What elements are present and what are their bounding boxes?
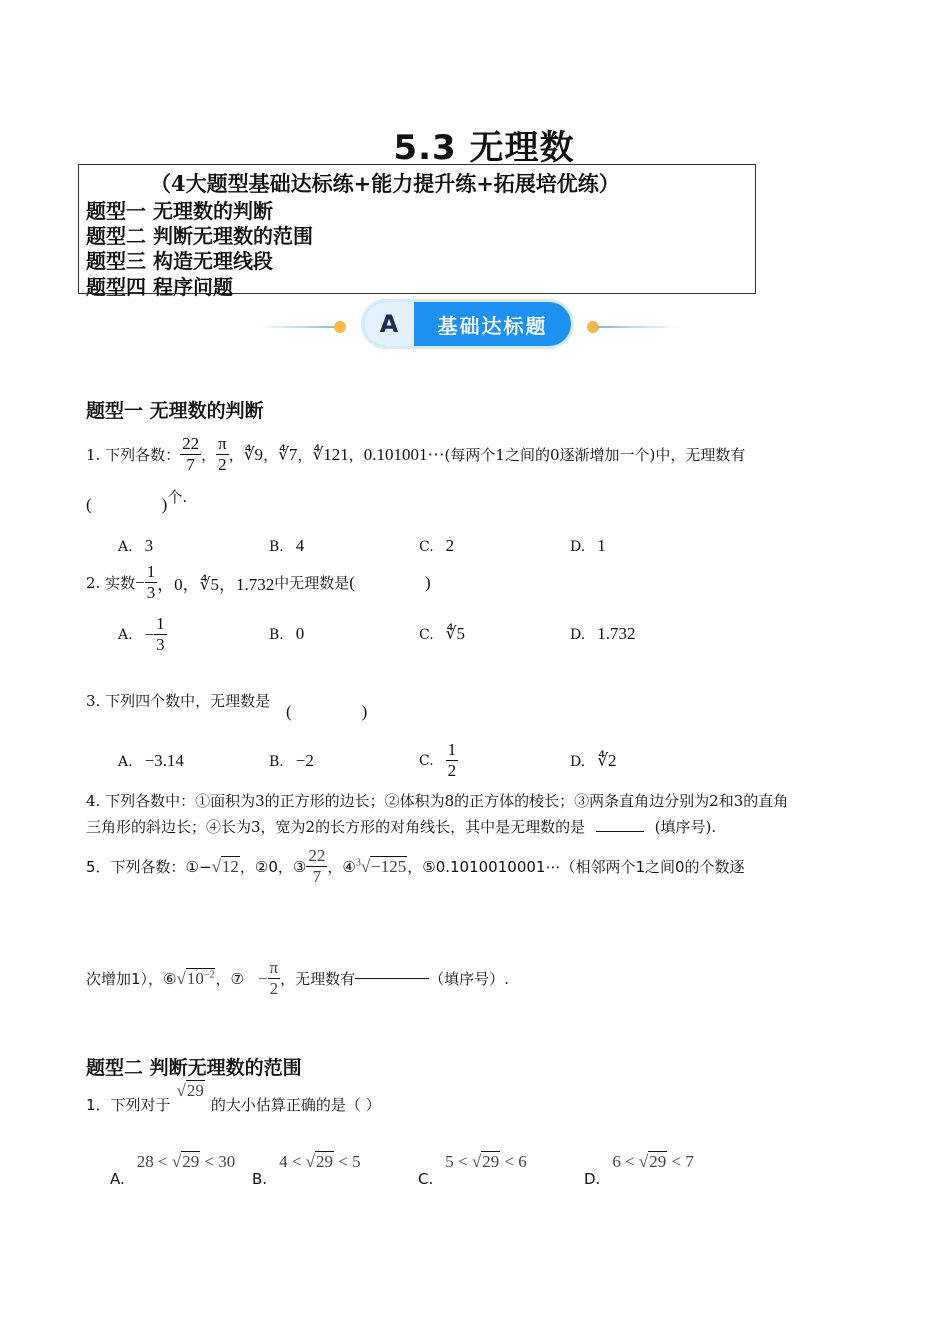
q21-b-hi: 5 <box>352 1152 361 1171</box>
banner-letter: A <box>364 302 414 346</box>
q2-option-b-value: 0 <box>295 624 305 643</box>
q1-answer-suffix: 个. <box>167 488 188 506</box>
q1-root-9: ∜9 <box>243 444 264 464</box>
q5-root-10-exp: −2 <box>203 968 215 980</box>
q21-option-a-expr: 28 < √29 < 30 <box>136 1152 236 1171</box>
q21-option-a-label: A. <box>110 1170 125 1188</box>
q21-option-a[interactable] <box>110 1152 236 1188</box>
banner-left-dot <box>334 321 346 333</box>
q21-option-b-expr: 4 < √29 < 5 <box>279 1152 361 1171</box>
q5-line2-c: ，无理数有 <box>280 970 356 988</box>
q2-f-den: 3 <box>146 583 156 602</box>
q2-option-a-num: 1 <box>156 614 165 633</box>
q1-option-a-value: 3 <box>144 536 154 555</box>
q21-a-hi: 30 <box>218 1152 236 1171</box>
q2-option-b[interactable] <box>269 624 304 644</box>
q21-d-rad: 29 <box>649 1152 667 1171</box>
q1-f1-num: 22 <box>182 434 200 453</box>
q2-prefix: 2. 实数 <box>86 574 136 592</box>
q2-option-d[interactable] <box>570 624 635 644</box>
q2-fraction <box>145 562 158 603</box>
q3-option-c-den: 2 <box>447 761 457 780</box>
q21-option-c-label: C. <box>418 1170 434 1188</box>
q21-root-29: √29 <box>176 1081 204 1100</box>
q4-line2-tail: (填序号). <box>654 818 717 836</box>
q5-f7-neg: − <box>257 968 268 988</box>
q21-option-c-expr: 5 < √29 < 6 <box>445 1152 527 1171</box>
q5-root-10: $√10^{-2}$ <box>176 968 215 988</box>
q1-fraction-22-7 <box>180 434 201 475</box>
q2-middle: ，0，∜5，1.732 <box>157 575 275 594</box>
page-title: 5.3 无理数 <box>393 128 575 168</box>
q3-option-c-fraction <box>446 740 459 781</box>
q4-answer-blank[interactable] <box>596 831 644 832</box>
q5-cuberoot: $^3$√−125 <box>355 856 407 876</box>
q2-option-c-value: ∜5 <box>445 624 466 643</box>
q1-option-b-label: B. <box>269 539 284 555</box>
q3-option-b-value: −2 <box>295 751 314 770</box>
q21-a-lt1: < <box>158 1152 168 1171</box>
q21-c-lt2: < <box>504 1152 515 1171</box>
q1-fraction-pi-2 <box>216 434 229 475</box>
q21-b-lt1: < <box>291 1152 302 1171</box>
question-3 <box>86 690 270 711</box>
question-4-line-2 <box>86 816 716 837</box>
q3-option-d[interactable] <box>570 751 617 771</box>
q21-option-b[interactable] <box>252 1152 361 1188</box>
box-line-1: 题型一 无理数的判断 <box>86 199 273 223</box>
box-line-4: 题型四 程序问题 <box>86 275 233 299</box>
q3-close: ) <box>361 702 368 721</box>
q21-option-c[interactable] <box>418 1152 527 1188</box>
q21-option-d-expr: 6 < √29 < 7 <box>612 1152 694 1171</box>
section2-question-1 <box>86 1081 381 1115</box>
q5-f-num: 22 <box>308 846 326 865</box>
q2-option-d-value: 1.732 <box>597 624 636 643</box>
q21-radicand: 29 <box>186 1081 204 1100</box>
q1-prefix: 1. 下列各数： <box>86 446 181 464</box>
q21-a-rad: 29 <box>182 1152 200 1171</box>
q1-answer-line <box>86 488 188 515</box>
q5-root-10-base: 10 <box>186 968 204 988</box>
q1-root-7: ∜7 <box>278 444 298 464</box>
q2-option-a-fraction <box>154 614 167 655</box>
q21-option-b-label: B. <box>252 1170 268 1188</box>
q1-root-121: ∜121 <box>312 444 349 464</box>
q3-option-b-label: B. <box>269 754 284 770</box>
q21-option-d-label: D. <box>584 1170 601 1188</box>
q1-decimal: 0.101001⋯ <box>363 444 445 464</box>
q5-f7-num: π <box>269 958 279 977</box>
q3-option-a[interactable] <box>118 751 184 771</box>
q2-option-c[interactable] <box>419 624 465 644</box>
q1-option-c-value: 2 <box>445 536 455 555</box>
q21-b-rad: 29 <box>316 1152 333 1171</box>
q21-b-lo: 4 <box>279 1152 288 1171</box>
q21-a-lt2: < <box>204 1152 215 1171</box>
q21-a-lo: 28 <box>136 1152 154 1171</box>
q2-option-b-label: B. <box>269 627 284 643</box>
q5-cuberoot-index: 3 <box>355 856 361 868</box>
q3-paren <box>286 702 367 722</box>
q5-line2-a: 次增加1），⑥ <box>86 970 177 988</box>
q1-option-a[interactable] <box>118 536 153 556</box>
q1-tail-note: (每两个1之间的0逐渐增加一个)中，无理数有 <box>444 446 746 464</box>
q5-part-2: ，②0，③ <box>239 858 307 876</box>
q1-option-b[interactable] <box>269 536 304 556</box>
q3-option-a-value: −3.14 <box>144 751 184 770</box>
q21-c-hi: 6 <box>518 1152 527 1171</box>
q1-option-d-label: D. <box>570 539 586 555</box>
q5-root-12-radicand: 12 <box>221 856 239 876</box>
q2-suffix: 中无理数是 <box>274 574 350 592</box>
q1-answer-open: ( <box>86 495 92 514</box>
q21-prefix: 1．下列对于 <box>86 1096 171 1114</box>
q21-c-rad: 29 <box>482 1152 500 1171</box>
q3-option-c-num: 1 <box>447 740 457 759</box>
box-line-2: 题型二 判断无理数的范围 <box>86 224 313 248</box>
q5-root-12: √12 <box>211 856 239 876</box>
q3-prefix: 3. 下列四个数中，无理数是 <box>86 692 271 710</box>
banner-left-line <box>256 326 340 328</box>
q1-option-d[interactable] <box>570 536 606 556</box>
question-4-line-1: 4. 下列各数中：①面积为3的正方形的边长；②体积为8的正方体的棱长；③两条直角边分别为2和3的直角 <box>86 792 789 810</box>
question-2 <box>86 562 431 603</box>
q21-suffix: 的大小估算正确的是（ ） <box>210 1096 381 1114</box>
q1-answer-close: ) <box>161 495 168 514</box>
q1-option-d-value: 1 <box>597 536 606 555</box>
q5-f7-den: 2 <box>269 979 279 998</box>
q21-d-lt1: < <box>625 1152 635 1171</box>
section-banner <box>364 302 571 346</box>
banner-label: 基础达标题 <box>437 313 548 338</box>
q5-answer-blank[interactable] <box>355 978 429 979</box>
section-heading-2: 题型二 判断无理数的范围 <box>86 1057 302 1079</box>
q5-fraction-pi-2 <box>268 958 281 999</box>
section-heading-1: 题型一 无理数的判断 <box>86 400 264 422</box>
box-line-3: 题型三 构造无理线段 <box>86 249 273 273</box>
question-5-line-2 <box>86 958 509 999</box>
q21-d-lo: 6 <box>612 1152 621 1171</box>
q1-option-c-label: C. <box>419 539 434 555</box>
q21-c-lt1: < <box>458 1152 468 1171</box>
q2-option-d-label: D. <box>570 627 586 643</box>
box-subtitle: （4大题型基础达标练+能力提升练+拓展培优练） <box>150 171 620 196</box>
q3-option-d-label: D. <box>570 754 586 770</box>
q1-f2-num: π <box>218 434 227 453</box>
q1-f1-den: 7 <box>186 455 195 474</box>
q5-fraction-22-7 <box>306 846 327 887</box>
q3-option-b[interactable] <box>269 751 314 771</box>
q2-neg: − <box>135 572 145 592</box>
q1-f2-den: 2 <box>218 455 227 474</box>
q5-line2-d: （填序号）. <box>429 970 509 988</box>
question-5-line-1 <box>86 846 745 887</box>
q2-open: ( <box>349 572 355 592</box>
q2-option-a-neg: − <box>144 624 155 644</box>
q3-option-c[interactable] <box>419 740 458 781</box>
q2-close: ) <box>424 572 431 592</box>
q21-b-lt2: < <box>338 1152 348 1171</box>
q2-f-num: 1 <box>146 562 156 581</box>
q5-cuberoot-radicand: −125 <box>371 856 407 876</box>
q1-option-c[interactable] <box>419 536 454 556</box>
q5-part-5: ，⑤0.1010010001⋯（相邻两个1之间0的个数逐 <box>407 858 745 876</box>
q3-option-a-label: A. <box>118 754 133 770</box>
q21-d-hi: 7 <box>685 1152 694 1171</box>
q4-line2-text: 三角形的斜边长；④长为3，宽为2的长方形的对角线长，其中是无理数的是 <box>86 818 586 836</box>
q1-option-b-value: 4 <box>295 536 305 555</box>
q3-option-c-label: C. <box>419 752 434 769</box>
q5-f-den: 7 <box>312 867 322 886</box>
banner-right-line <box>597 326 681 328</box>
q2-option-a[interactable] <box>118 614 167 655</box>
q2-option-c-label: C. <box>419 627 434 643</box>
q5-line2-b: ，⑦ <box>215 970 244 988</box>
q21-d-lt2: < <box>671 1152 682 1171</box>
q21-c-lo: 5 <box>445 1152 454 1171</box>
q21-option-d[interactable] <box>584 1152 694 1188</box>
q5-prefix: 5．下列各数：①− <box>86 858 212 876</box>
question-1: 1. 下列各数： $\frac{22}{7}$ ， $\frac{\pi}{2}$ ， ∜9 ， ∜7 ， ∜121 ， 0.101001⋯ (每两个1之间的0逐渐增加一个)中，无理数有 <box>86 434 746 474</box>
q2-option-a-den: 3 <box>156 635 165 654</box>
q3-option-d-value: ∜2 <box>597 751 617 770</box>
q5-part-4: ，④ <box>327 858 356 876</box>
q3-open: ( <box>286 702 292 721</box>
q2-option-a-label: A. <box>118 626 133 643</box>
q1-option-a-label: A. <box>118 539 133 555</box>
